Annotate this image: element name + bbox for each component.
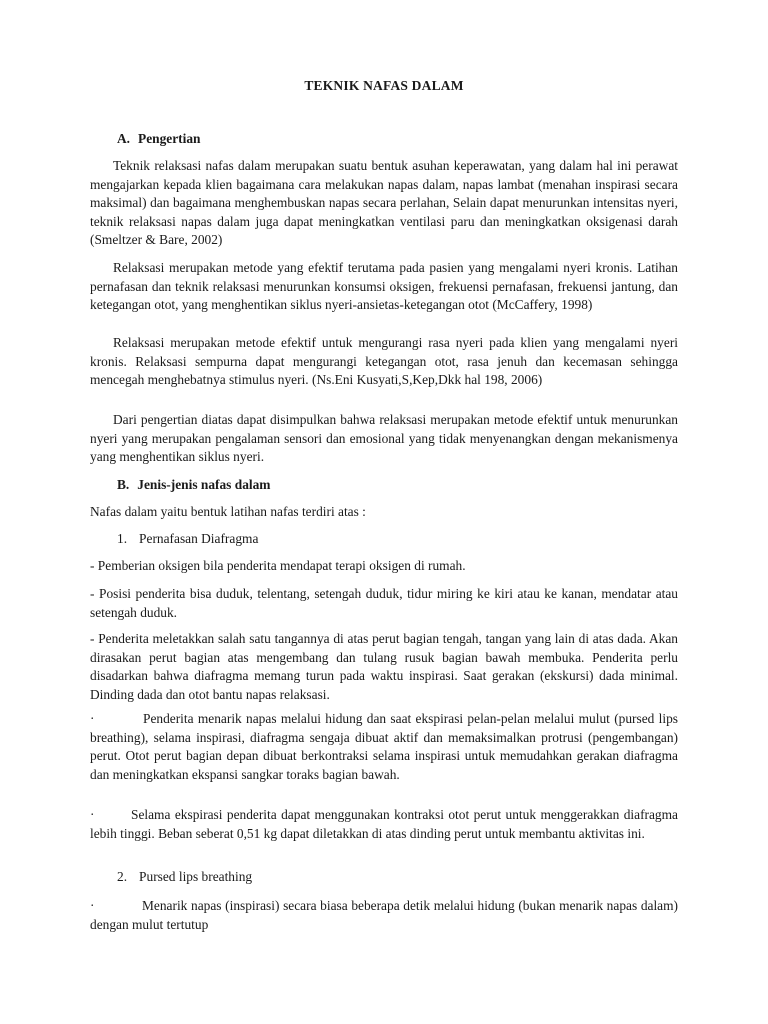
list-item-2-number: 2. — [117, 869, 128, 884]
item1-line-1: - Pemberian oksigen bila penderita mendapat terapi oksigen di rumah. — [90, 558, 466, 573]
bullet-dot: · — [90, 898, 95, 913]
section-a-marker: A. — [117, 131, 131, 146]
item1-bullet-1 — [90, 710, 678, 784]
list-item-1-number: 1. — [117, 531, 128, 546]
page-title: TEKNIK NAFAS DALAM — [304, 78, 464, 93]
list-item-1 — [117, 530, 705, 549]
paragraph-a3: Relaksasi merupakan metode efektif untuk mengurangi rasa nyeri pada klien yang mengalami nyeri kronis. Relaksasi sempurna dapat mengurangi ketegangan otot, rasa jenuh dan kecemasan sehingga mencegah menghebatnya stimulus nyeri. (Ns.Eni Kusyati,S,Kep,Dkk hal 198, 2006) — [90, 335, 678, 388]
item1-line-3: - Penderita meletakkan salah satu tangannya di atas perut bagian tengah, tangan yang lain di atas dada. Akan dirasakan perut bagian atas mengembang dan tulang rusuk bagian bawah membuka. Penderita perlu disadarkan bahwa diafragma memang turun pada waktu inspirasi. Saat gerakan (ekskursi) dada minimal. Dinding dada dan otot bantu napas relaksasi. — [90, 631, 678, 702]
section-b-intro: Nafas dalam yaitu bentuk latihan nafas terdiri atas : — [90, 504, 366, 519]
bullet-dot: · — [90, 807, 95, 822]
paragraph-a1: Teknik relaksasi nafas dalam merupakan suatu bentuk asuhan keperawatan, yang dalam hal ini perawat mengajarkan kepada klien bagaimana cara melakukan napas dalam, napas lambat (menahan inspirasi secara maksimal) dan bagaimana menghembuskan napas secara perlahan, Selain dapat menurunkan intensitas nyeri, teknik relaksasi napas dalam juga dapat meningkatkan ventilasi paru dan meningkatkan oksigenasi darah (Smeltzer & Bare, 2002) — [90, 158, 678, 248]
paragraph-a2: Relaksasi merupakan metode yang efektif terutama pada pasien yang mengalami nyeri kronis. Latihan pernafasan dan teknik relaksasi menurunkan konsumsi oksigen, frekuensi pernafasan, frekuensi jantung, dan ketegangan otot, yang menghentikan siklus nyeri-ansietas-ketegangan otot (McCaffery, 1998) — [90, 260, 678, 313]
section-a-heading — [117, 131, 201, 147]
bullet-dot: · — [90, 711, 95, 726]
section-a-title: Pengertian — [138, 131, 201, 146]
item1-bullet-2 — [90, 806, 678, 843]
item2-bullet-1 — [90, 897, 678, 934]
paragraph-a4: Dari pengertian diatas dapat disimpulkan bahwa relaksasi merupakan metode efektif untuk menurunkan nyeri yang merupakan pengalaman sensori dan emosional yang tidak menyenangkan dengan mekanismenya yang menghentikan siklus nyeri. — [90, 412, 678, 465]
section-b-heading — [117, 477, 270, 493]
list-item-1-label: Pernafasan Diafragma — [139, 531, 259, 546]
section-b-marker: B. — [117, 477, 130, 492]
list-item-2-label: Pursed lips breathing — [139, 869, 253, 884]
item1-bullet-2-text: Selama ekspirasi penderita dapat menggunakan kontraksi otot perut untuk menggerakkan diafragma lebih tinggi. Beban seberat 0,51 kg dapat diletakkan di atas dinding perut untuk membantu aktivitas ini. — [90, 807, 678, 841]
list-item-2 — [117, 868, 705, 887]
item2-bullet-1-text: Menarik napas (inspirasi) secara biasa beberapa detik melalui hidung (bukan menarik napas dalam) dengan mulut tertutup — [90, 898, 678, 932]
item1-line-2: - Posisi penderita bisa duduk, telentang, setengah duduk, tidur miring ke kiri atau ke kanan, mendatar atau setengah duduk. — [90, 586, 678, 620]
item1-bullet-1-text: Penderita menarik napas melalui hidung dan saat ekspirasi pelan-pelan melalui mulut (pursed lips breathing), selama inspirasi, diafragma sengaja dibuat aktif dan memaksimalkan protrusi (pengembangan) perut. Otot perut bagian depan dibuat berkontraksi selama inspirasi untuk memudahkan gerakan diafragma dan meningkatkan ekspansi sangkar toraks bagian bawah. — [90, 711, 678, 782]
section-b-title: Jenis-jenis nafas dalam — [137, 477, 271, 492]
